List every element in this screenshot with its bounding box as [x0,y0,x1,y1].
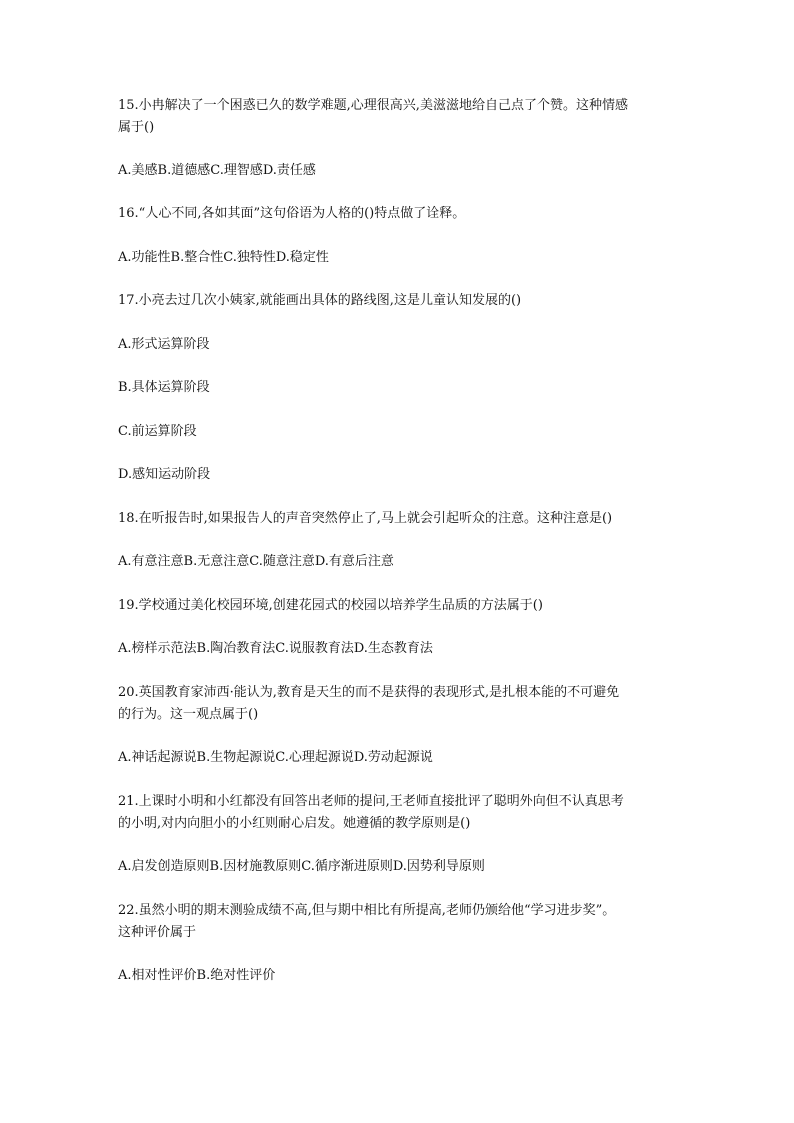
question-15-line-1: 15.小冉解决了一个困惑已久的数学难题,心理很高兴,美滋滋地给自己点了个赞。这种情感 [118,98,628,113]
question-17-option-d: D.感知运动阶段 [118,467,211,482]
question-15-options: A.美感B.道德感C.理智感D.责任感 [118,163,316,178]
question-17-option-a: A.形式运算阶段 [118,337,210,352]
question-15-line-2: 属于() [118,120,155,135]
question-21-line-1: 21.上课时小明和小红都没有回答出老师的提问,王老师直接批评了聪明外向但不认真思考 [118,794,624,809]
question-19: 19.学校通过美化校园环境,创建花园式的校园以培养学生品质的方法属于() [118,598,543,613]
question-16-options: A.功能性B.整合性C.独特性D.稳定性 [118,250,329,265]
question-20-options: A.神话起源说B.生物起源说C.心理起源说D.劳动起源说 [118,750,433,765]
question-18-options: A.有意注意B.无意注意C.随意注意D.有意后注意 [118,554,394,569]
question-17-option-b: B.具体运算阶段 [118,380,210,395]
question-22-line-2: 这种评价属于 [118,925,197,940]
question-20-line-1: 20.英国教育家沛西·能认为,教育是天生的而不是获得的表现形式,是扎根本能的不可避免 [118,685,620,700]
question-17-option-c: C.前运算阶段 [118,424,197,439]
question-19-options: A.榜样示范法B.陶冶教育法C.说服教育法D.生态教育法 [118,641,433,656]
question-21-options: A.启发创造原则B.因材施教原则C.循序渐进原则D.因势利导原则 [118,859,485,874]
question-17: 17.小亮去过几次小姨家,就能画出具体的路线图,这是儿童认知发展的() [118,293,522,308]
question-22-line-1: 22.虽然小明的期末测验成绩不高,但与期中相比有所提高,老师仍颁给他“学习进步奖”。 [118,903,616,918]
question-20-line-2: 的行为。这一观点属于() [118,707,259,722]
question-21-line-2: 的小明,对内向胆小的小红则耐心启发。她遵循的教学原则是() [118,816,471,831]
question-22-options: A.相对性评价B.绝对性评价 [118,968,276,983]
question-16: 16.“人心不同,各如其面”这句俗语为人格的()特点做了诠释。 [118,206,466,221]
question-18: 18.在听报告时,如果报告人的声音突然停止了,马上就会引起听众的注意。这种注意是() [118,511,613,526]
